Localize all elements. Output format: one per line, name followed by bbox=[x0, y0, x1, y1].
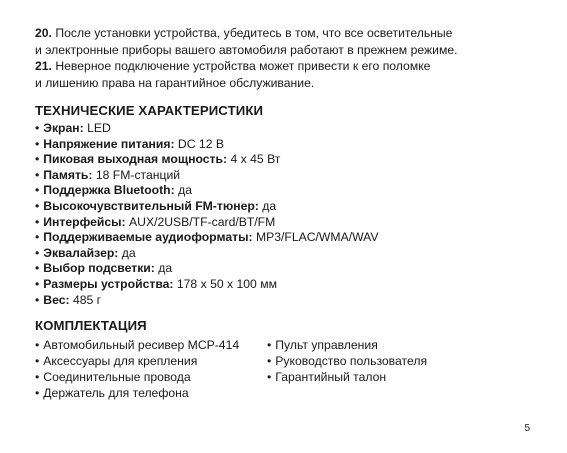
kit-item-text: Гарантийный талон bbox=[275, 370, 387, 384]
bullet: • bbox=[35, 245, 40, 260]
spec-item-weight bbox=[35, 293, 379, 309]
specs-heading: ТЕХНИЧЕСКИЕ ХАРАКТЕРИСТИКИ bbox=[35, 103, 264, 118]
spec-value: да bbox=[178, 183, 192, 198]
spec-item-memory bbox=[35, 168, 379, 184]
kit-item bbox=[267, 337, 427, 353]
spec-item-peak-power bbox=[35, 152, 379, 168]
bullet: • bbox=[35, 198, 40, 213]
spec-label: Вес: bbox=[43, 292, 70, 307]
spec-label: Интерфейсы: bbox=[43, 214, 126, 229]
spec-item-equalizer bbox=[35, 246, 379, 262]
kit-list-right bbox=[267, 337, 427, 385]
spec-label: Высокочувствительный FM-тюнер: bbox=[43, 198, 259, 213]
bullet: • bbox=[35, 276, 40, 291]
bullet: • bbox=[35, 230, 40, 245]
kit-item bbox=[267, 369, 427, 385]
kit-item-text: Автомобильный ресивер MCP-414 bbox=[43, 338, 240, 352]
kit-item-text: Пульт управления bbox=[275, 338, 378, 352]
kit-item bbox=[267, 353, 427, 369]
bullet: • bbox=[35, 261, 40, 276]
note-number: 21. bbox=[35, 59, 52, 73]
spec-label: Размеры устройства: bbox=[43, 276, 174, 291]
spec-value: 178 х 50 х 100 мм bbox=[176, 276, 277, 291]
bullet: • bbox=[35, 152, 40, 167]
specs-list bbox=[35, 121, 379, 308]
note-text: Неверное подключение устройства может привести к его поломке bbox=[55, 59, 431, 73]
note-21 bbox=[35, 58, 545, 91]
spec-value: 4 х 45 Вт bbox=[230, 152, 281, 167]
spec-item-backlight bbox=[35, 261, 379, 277]
note-line: и лишению права на гарантийное обслуживание. bbox=[35, 75, 315, 90]
note-line bbox=[35, 58, 545, 75]
kit-item bbox=[35, 337, 239, 353]
spec-value: да bbox=[121, 245, 136, 260]
bullet: • bbox=[35, 338, 40, 352]
bullet: • bbox=[35, 354, 40, 368]
spec-item-bluetooth bbox=[35, 183, 379, 199]
kit-item bbox=[35, 353, 239, 369]
bullet: • bbox=[267, 354, 272, 368]
bullet: • bbox=[35, 167, 40, 182]
spec-label: Память: bbox=[43, 167, 93, 182]
bullet: • bbox=[35, 214, 40, 229]
spec-label: Эквалайзер: bbox=[43, 245, 119, 260]
spec-value: LED bbox=[87, 121, 111, 135]
bullet: • bbox=[35, 370, 40, 384]
kit-item bbox=[35, 369, 239, 385]
spec-label: Выбор подсветки: bbox=[43, 261, 155, 276]
note-line: и электронные приборы вашего автомобиля работают в прежнем режиме. bbox=[35, 42, 458, 57]
kit-item-text: Аксессуары для крепления bbox=[43, 354, 198, 368]
spec-value: 18 FM-станций bbox=[95, 167, 181, 182]
spec-item-interfaces bbox=[35, 215, 379, 231]
kit-item-text: Держатель для телефона bbox=[43, 386, 189, 400]
spec-value: да bbox=[158, 261, 173, 276]
spec-label: Поддерживаемые аудиоформаты: bbox=[43, 230, 253, 245]
bullet: • bbox=[267, 338, 272, 352]
bullet: • bbox=[267, 370, 272, 384]
bullet: • bbox=[35, 136, 40, 151]
spec-item-dimensions bbox=[35, 277, 379, 293]
bullet: • bbox=[35, 121, 40, 135]
installation-notes bbox=[35, 25, 545, 91]
note-text: После установки устройства, убедитесь в том, что все осветительные bbox=[55, 26, 453, 40]
kit-list-left bbox=[35, 337, 239, 401]
spec-value: DC 12 В bbox=[177, 136, 224, 151]
note-20 bbox=[35, 25, 545, 58]
spec-label: Пиковая выходная мощность: bbox=[43, 152, 228, 167]
bullet: • bbox=[35, 183, 40, 198]
spec-value: да bbox=[262, 198, 277, 213]
spec-item-voltage bbox=[35, 137, 379, 153]
spec-label: Напряжение питания: bbox=[43, 136, 175, 151]
note-line bbox=[35, 25, 545, 42]
spec-item-audio-formats bbox=[35, 230, 379, 246]
kit-item bbox=[35, 385, 239, 401]
spec-item-fm-tuner bbox=[35, 199, 379, 215]
spec-item-screen bbox=[35, 121, 379, 137]
kit-heading: КОМПЛЕКТАЦИЯ bbox=[35, 318, 147, 333]
spec-value: MP3/FLAC/WMA/WAV bbox=[255, 230, 379, 245]
kit-item-text: Руководство пользователя bbox=[275, 354, 428, 368]
note-number: 20. bbox=[35, 26, 52, 40]
spec-value: 485 г bbox=[72, 292, 102, 307]
spec-label: Экран: bbox=[43, 121, 84, 135]
bullet: • bbox=[35, 292, 40, 307]
spec-value: AUX/2USB/TF-card/BT/FM bbox=[129, 214, 276, 229]
kit-item-text: Соединительные провода bbox=[43, 370, 191, 384]
bullet: • bbox=[35, 386, 40, 400]
spec-label: Поддержка Bluetooth: bbox=[43, 183, 175, 198]
page-number: 5 bbox=[524, 423, 530, 434]
